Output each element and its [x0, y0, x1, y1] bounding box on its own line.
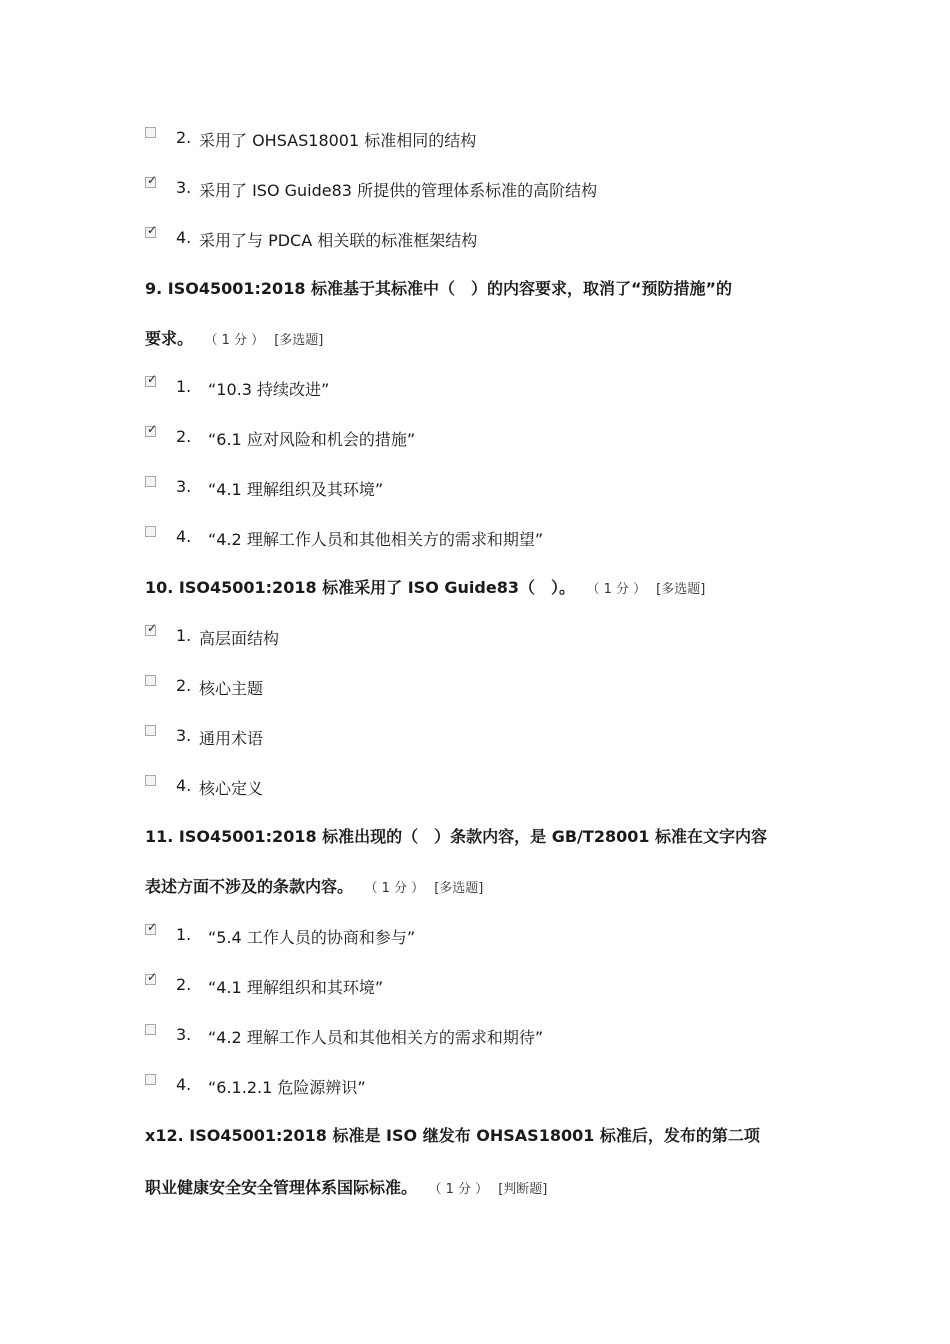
option-checkbox[interactable]	[145, 173, 158, 188]
option-checkbox[interactable]	[145, 920, 158, 935]
question-score: （ 1 分 ）	[371, 881, 425, 896]
question-score: （ 1 分 ）	[211, 333, 265, 348]
option-text: “4.1 理解组织和其环境”	[208, 978, 384, 997]
option-text: 高层面结构	[199, 629, 280, 648]
option-text: 采用了 ISO Guide83 所提供的管理体系标准的高阶结构	[199, 181, 598, 200]
option-checkbox[interactable]	[145, 675, 156, 686]
option-text: “6.1 应对风险和机会的措施”	[208, 430, 416, 449]
question-score: （ 1 分 ）	[592, 582, 647, 597]
question-title-continued	[145, 326, 323, 349]
option-text: 采用了与 PDCA 相关联的标准框架结构	[199, 231, 478, 250]
check-icon: ✓	[147, 372, 158, 386]
check-icon: ✓	[147, 621, 158, 635]
option-checkbox[interactable]	[145, 1074, 156, 1085]
option-number: 3.	[176, 726, 192, 745]
option-checkbox[interactable]	[145, 223, 158, 238]
option-text: 核心定义	[199, 779, 264, 798]
option-text: “4.2 理解工作人员和其他相关方的需求和期待”	[208, 1028, 544, 1047]
option-number: 2.	[176, 676, 192, 695]
option-checkbox[interactable]	[145, 422, 158, 437]
option-text: 核心主题	[199, 679, 264, 698]
option-checkbox[interactable]	[145, 476, 156, 487]
option-number: 4.	[176, 527, 192, 546]
question-title-line2: 要求。	[145, 329, 194, 348]
option-text: “4.1 理解组织及其环境”	[208, 480, 384, 499]
option-checkbox[interactable]	[145, 970, 158, 985]
question-title-continued	[145, 874, 483, 897]
question-type: [多选题]	[274, 333, 324, 348]
question-score: （ 1 分 ）	[435, 1182, 489, 1197]
check-icon: ✓	[147, 173, 158, 187]
question-title	[145, 575, 705, 598]
option-number: 3.	[176, 477, 192, 496]
option-checkbox[interactable]	[145, 526, 156, 537]
option-number: 3.	[176, 178, 192, 197]
option-number: 2.	[176, 427, 192, 446]
option-text: “4.2 理解工作人员和其他相关方的需求和期望”	[208, 530, 544, 549]
option-checkbox[interactable]	[145, 621, 158, 636]
option-text: “6.1.2.1 危险源辨识”	[208, 1078, 366, 1097]
question-title-line2: 职业健康安全安全管理体系国际标准。	[145, 1178, 418, 1197]
check-icon: ✓	[147, 223, 158, 237]
option-checkbox[interactable]	[145, 725, 156, 736]
option-text: 采用了 OHSAS18001 标准相同的结构	[199, 131, 477, 150]
question-title-line2: 表述方面不涉及的条款内容。	[145, 877, 354, 896]
option-number: 1.	[176, 925, 192, 944]
option-text: “5.4 工作人员的协商和参与”	[208, 928, 416, 947]
question-title-line1: 10. ISO45001:2018 标准采用了 ISO Guide83（ ）。	[145, 578, 575, 597]
option-number: 3.	[176, 1025, 192, 1044]
question-type: [多选题]	[656, 582, 706, 597]
question-type: [判断题]	[498, 1182, 548, 1197]
question-title: 9. ISO45001:2018 标准基于其标准中（ ）的内容要求，取消了“预防措施”的	[145, 279, 733, 298]
option-checkbox[interactable]	[145, 372, 158, 387]
question-title: 11. ISO45001:2018 标准出现的（ ）条款内容，是 GB/T28001 标准在文字内容	[145, 827, 768, 846]
option-number: 2.	[176, 128, 192, 147]
option-checkbox[interactable]	[145, 1024, 156, 1035]
check-icon: ✓	[147, 970, 158, 984]
option-number: 4.	[176, 228, 192, 247]
option-checkbox[interactable]	[145, 775, 156, 786]
check-icon: ✓	[147, 920, 158, 934]
option-number: 4.	[176, 1075, 192, 1094]
option-checkbox[interactable]	[145, 127, 156, 138]
question-title: x12. ISO45001:2018 标准是 ISO 继发布 OHSAS18001 标准后，发布的第二项	[145, 1126, 760, 1145]
question-title-continued	[145, 1175, 547, 1198]
option-number: 4.	[176, 776, 192, 795]
option-number: 1.	[176, 626, 192, 645]
question-type: [多选题]	[434, 881, 484, 896]
check-icon: ✓	[147, 422, 158, 436]
option-number: 2.	[176, 975, 192, 994]
option-text: 通用术语	[199, 729, 264, 748]
option-number: 1.	[176, 377, 192, 396]
option-text: “10.3 持续改进”	[208, 380, 330, 399]
